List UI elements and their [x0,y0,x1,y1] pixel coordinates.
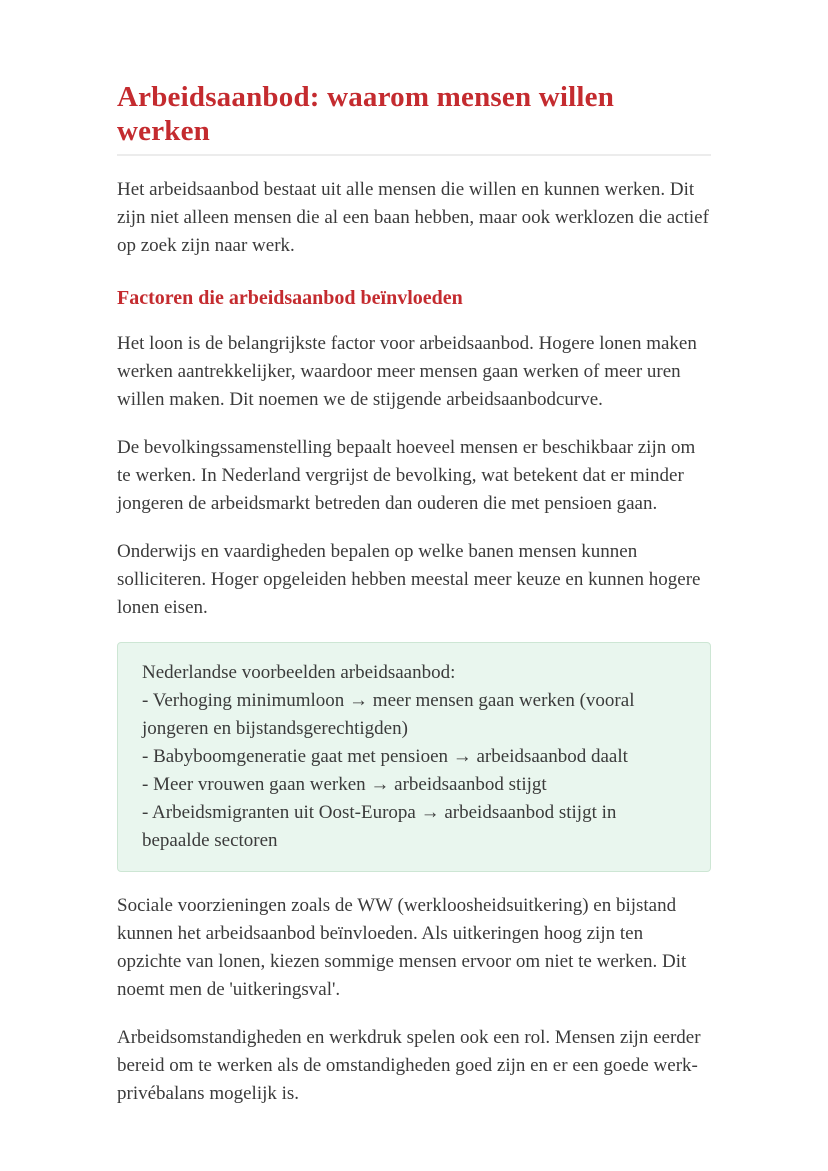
title-divider [117,154,711,156]
intro-paragraph: Het arbeidsaanbod bestaat uit alle mensen die willen en kunnen werken. Dit zijn niet alleen mensen die al een baan hebben, maar ook werklozen die actief op zoek zijn naar werk. [117,179,709,256]
example-box [117,642,711,872]
page-title: Arbeidsaanbod: waarom mensen willen werken [117,81,615,147]
paragraph-arbeidsomstandigheden: Arbeidsomstandigheden en werkdruk spelen ook een rol. Mensen zijn eerder bereid om te werken als de omstandigheden goed zijn en er een goede werk-privébalans mogelijk is. [117,1027,701,1104]
paragraph-sociale-voorzieningen: Sociale voorzieningen zoals de WW (werkloosheidsuitkering) en bijstand kunnen het arbeidsaanbod beïnvloeden. Als uitkeringen hoog zijn ten opzichte van lonen, kiezen sommige mensen ervoor om niet te werken. Dit noemt men de 'uitkeringsval'. [117,895,687,1000]
example-box-item: - Verhoging minimumloon → meer mensen gaan werken (vooral jongeren en bijstandsgerechtigden) [142,690,635,739]
example-box-item: - Meer vrouwen gaan werken → arbeidsaanbod stijgt [142,774,547,795]
example-box-title: Nederlandse voorbeelden arbeidsaanbod: [142,662,456,683]
example-box-item: - Babyboomgeneratie gaat met pensioen → arbeidsaanbod daalt [142,746,628,767]
section-heading-factoren: Factoren die arbeidsaanbod beïnvloeden [117,287,463,309]
example-box-item: - Arbeidsmigranten uit Oost-Europa → arbeidsaanbod stijgt in bepaalde sectoren [142,802,617,851]
paragraph-bevolkingssamenstelling: De bevolkingssamenstelling bepaalt hoeveel mensen er beschikbaar zijn om te werken. In Nederland vergrijst de bevolking, wat betekent dat er minder jongeren de arbeidsmarkt betreden dan ouderen die met pensioen gaan. [117,437,696,514]
paragraph-onderwijs: Onderwijs en vaardigheden bepalen op welke banen mensen kunnen solliciteren. Hoger opgeleiden hebben meestal meer keuze en kunnen hogere lonen eisen. [117,541,701,618]
paragraph-loon: Het loon is de belangrijkste factor voor arbeidsaanbod. Hogere lonen maken werken aantrekkelijker, waardoor meer mensen gaan werken of meer uren willen maken. Dit noemen we de stijgende arbeidsaanbodcurve. [117,333,697,410]
document-page [117,0,711,1108]
